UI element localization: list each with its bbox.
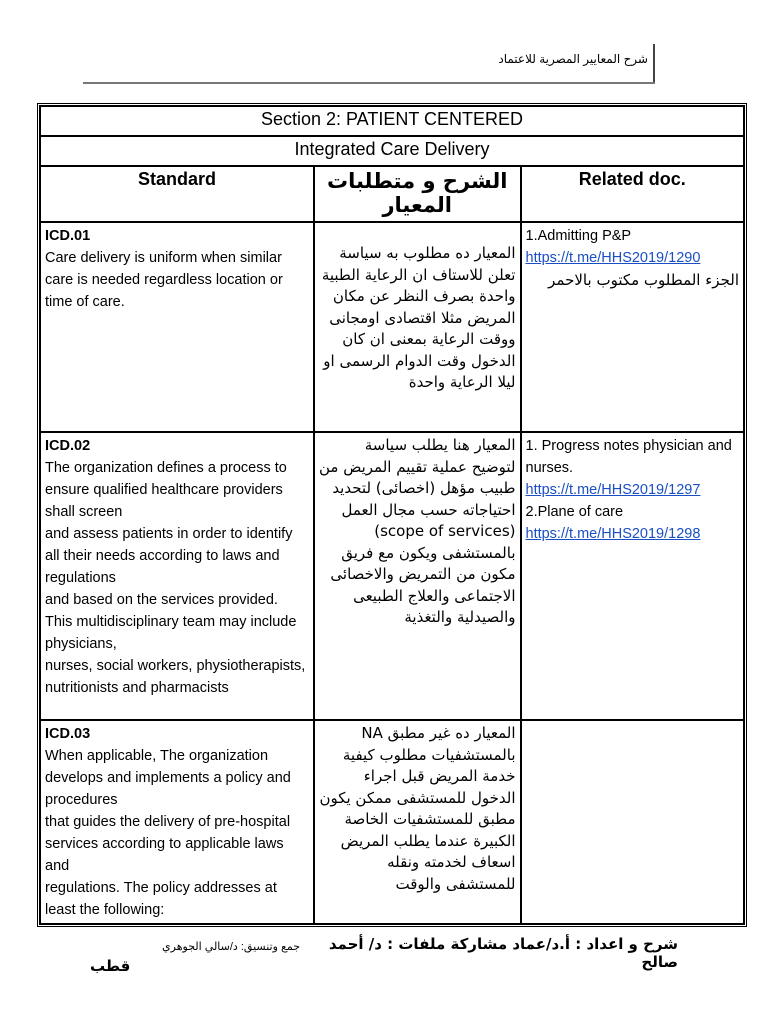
explanation-text: المعيار هنا يطلب سياسة لتوضيح عملية تقييم المريض من طبيب مؤهل (اخصائى) لتحديد احتياجاته حسب مجال العمل (scope of services) بالمستشفى ويكون مع فريق مكون من التمريض والاخصائى الاجتماعى والعلاج الطبيعى والصيدلية والتغذية <box>318 436 516 626</box>
explanation-text: المعيار ده غير مطبق NA بالمستشفيات مطلوب كيفية خدمة المريض قبل اجراء الدخول للمستشفى ممكن يكون مطبق للمستشفيات الخاصة الكبيرة عندما يطلب المريض اسعاف لخدمته ونقله للمستشفى والوقت <box>319 724 516 893</box>
standards-table <box>37 103 747 927</box>
subsection-title: Integrated Care Delivery <box>40 136 744 166</box>
explanation-text: المعيار ده مطلوب به سياسة تعلن للاستاف ان الرعاية الطبية واحدة بصرف النظر عن مكان المريض مثلا اقتصادى اومجانى ووقت الرعاية بمعنى ان كان الدخول وقت الدوام الرسمى او ليلا الرعاية واحدة <box>321 244 516 391</box>
doc-item: 1.Admitting P&P <box>525 228 632 244</box>
standard-code: ICD.02 <box>45 438 91 454</box>
explanation-cell <box>314 432 521 720</box>
related-doc-cell <box>521 720 745 924</box>
document-header-title: شرح المعايير المصرية للاعتماد <box>498 52 648 66</box>
standard-cell <box>40 432 314 720</box>
standard-text-line: that guides the delivery of pre-hospital services according to applicable laws and <box>45 814 291 874</box>
related-doc-cell <box>521 222 745 432</box>
standard-text-line: and based on the services provided. This multidisciplinary team may include physicians, <box>45 592 297 652</box>
footer-credits: شرح و اعداد : أ.د/عماد مشاركة ملفات : د/ أحمد صالح <box>328 935 678 971</box>
doc-item: 2.Plane of care <box>525 504 624 520</box>
table-row <box>40 720 744 924</box>
standard-text-line: The organization defines a process to ensure qualified healthcare providers shall screen <box>45 460 287 520</box>
standards-table-wrapper <box>37 103 747 927</box>
standard-text-line: regulations. The policy addresses at least the following: <box>45 880 277 918</box>
standard-text-line: nurses, social workers, physiotherapists, nutritionists and pharmacists <box>45 658 306 696</box>
standard-cell <box>40 222 314 432</box>
table-row <box>40 222 744 432</box>
explanation-cell <box>314 222 521 432</box>
column-header-explanation: الشرح و متطلبات المعيار <box>314 166 521 222</box>
doc-link[interactable]: https://t.me/HHS2019/1290 <box>525 250 701 266</box>
standard-code: ICD.03 <box>45 726 91 742</box>
explanation-cell <box>314 720 521 924</box>
header-vertical-rule <box>653 44 655 84</box>
section-title: Section 2: PATIENT CENTERED <box>40 106 744 136</box>
standard-text-line: When applicable, The organization develops and implements a policy and procedures <box>45 748 291 808</box>
table-row <box>40 432 744 720</box>
doc-link[interactable]: https://t.me/HHS2019/1297 <box>525 482 701 498</box>
doc-note: الجزء المطلوب مكتوب بالاحمر <box>548 271 739 289</box>
header-horizontal-rule <box>83 82 655 84</box>
explanation-clip <box>319 723 516 915</box>
spacer <box>319 225 516 243</box>
standard-text-line: and assess patients in order to identify all their needs according to laws and regulations <box>45 526 293 586</box>
standard-text: Care delivery is uniform when similar care is needed regardless location or time of care. <box>45 250 283 310</box>
standard-cell <box>40 720 314 924</box>
related-doc-cell <box>521 432 745 720</box>
doc-link[interactable]: https://t.me/HHS2019/1298 <box>525 526 701 542</box>
doc-item: 1. Progress notes physician and nurses. <box>525 438 732 476</box>
footer-coordination: جمع وتنسيق: د/سالي الجوهري <box>162 941 300 953</box>
footer-name-continuation: قطب <box>90 957 131 975</box>
column-header-standard: Standard <box>40 166 314 222</box>
column-header-related-doc: Related doc. <box>521 166 745 222</box>
standard-code: ICD.01 <box>45 228 91 244</box>
